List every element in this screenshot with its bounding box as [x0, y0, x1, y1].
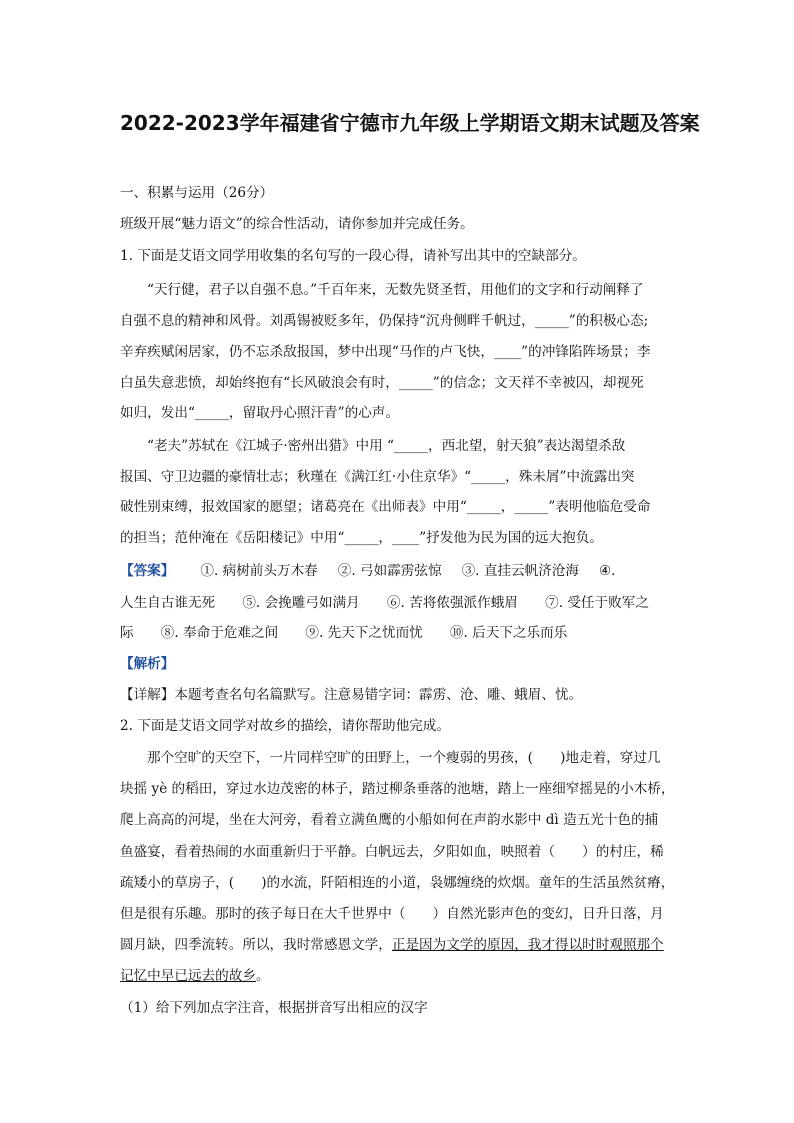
q1-paragraph-line: “天行健，君子以自强不息。”千百年来，无数先贤圣哲，用他们的文字和行动阐释了 — [147, 282, 644, 298]
section-heading: 一、积累与运用（26分） — [120, 185, 274, 201]
q1-paragraph-line: 自强不息的精神和风骨。刘禹锡被贬多年，仍保持“沉舟侧畔千帆过，_____”的积极心态; — [120, 313, 649, 329]
sub-question-1: （1）给下列加点字注音，根据拼音写出相应的汉字 — [120, 1000, 428, 1016]
q2-paragraph-line: 块摇 yè 的稻田，穿过水边茂密的林子，踏过柳条垂落的池塘，踏上一座细窄摇晃的小木桥， — [120, 781, 675, 797]
q1-paragraph-line: 报国、守卫边疆的豪情壮志；秋瑾在《满江红·小住京华》“_____，殊未屑”中流露出突 — [120, 469, 635, 485]
q2-paragraph-line — [120, 935, 680, 955]
q2-paragraph-line: 但是很有乐趣。那时的孩子每日在大千世界中（ ）自然光影声色的变幻，日升日落，月 — [120, 906, 664, 922]
q1-paragraph-line: 的担当；范仲淹在《岳阳楼记》中用“_____，____”抒发他为民为国的远大抱负。 — [120, 530, 603, 546]
q1-paragraph-line: 破性别束缚，报效国家的愿望；诸葛亮在《出师表》中用“_____，_____”表明他临危受命 — [120, 499, 651, 515]
answer-item: ②. 弓如霹雳弦惊 — [337, 563, 442, 579]
q1-paragraph-line: “老夫”苏轼在《江城子·密州出猎》中用 “_____，西北望，射天狼”表达渴望杀敌 — [147, 438, 626, 454]
q1-paragraph-line: 如归，发出“_____，留取丹心照汗青”的心声。 — [120, 405, 399, 421]
answer-item: ④. — [599, 563, 616, 579]
q2-paragraph-line: 疏矮小的草房子，( )的水流，阡陌相连的小道，袅娜缠绕的炊烟。童年的生活虽然贫瘠， — [120, 875, 675, 891]
q2-paragraph-line — [120, 966, 680, 986]
q2-line-tail: 。 — [255, 968, 270, 984]
underlined-sentence: 正是因为文学的原因，我才得以时时观照那个 — [391, 937, 664, 953]
answer-line: 际 ⑧. 奉命于危难之间 ⑨. 先天下之忧而忧 ⑩. 后天下之乐而乐 — [120, 625, 568, 641]
question-2-stem: 2. 下面是艾语文同学对故乡的描绘，请你帮助他完成。 — [120, 718, 450, 734]
answer-line: 人生自古谁无死 ⑤. 会挽雕弓如满月 ⑥. 苦将侬强派作蛾眉 ⑦. 受任于败军之 — [120, 595, 649, 611]
answer-label: 【答案】 — [120, 563, 175, 579]
answer-row — [120, 561, 680, 581]
q2-paragraph-line: 爬上高高的河堤，坐在大河旁，看着立满鱼鹰的小船如何在声韵水影中 dì 造五光十色的捕 — [120, 812, 659, 828]
analysis-label: 【解析】 — [120, 656, 175, 672]
q2-paragraph-line: 那个空旷的天空下，一片同样空旷的田野上，一个瘦弱的男孩，( )地走着，穿过几 — [147, 750, 661, 766]
q1-paragraph-line: 白虽失意悲愤，却始终抱有“长风破浪会有时，_____”的信念；文天祥不幸被囚，却视死 — [120, 375, 644, 391]
answer-item: ①. 病树前头万木春 — [200, 563, 318, 579]
q1-paragraph-line: 辛弃疾赋闲居家，仍不忘杀敌报国，梦中出现“马作的卢飞快，____”的冲锋陷阵场景；李 — [120, 344, 651, 360]
document-title: 2022-2023学年福建省宁德市九年级上学期语文期末试题及答案 — [120, 111, 700, 135]
answer-item: ③. 直挂云帆济沧海 — [461, 563, 579, 579]
underlined-sentence: 记忆中早已远去的故乡 — [120, 968, 256, 984]
activity-intro: 班级开展“魅力语文”的综合性活动，请你参加并完成任务。 — [120, 216, 474, 232]
detail-text: 【详解】本题考查名句名篇默写。注意易错字词：霹雳、沧、雕、蛾眉、忧。 — [120, 687, 583, 703]
q2-line-text: 圆月缺，四季流转。所以，我时常感恩文学， — [120, 937, 392, 953]
question-1-stem: 1. 下面是艾语文同学用收集的名句写的一段心得，请补写出其中的空缺部分。 — [120, 248, 586, 264]
q2-paragraph-line: 鱼盛宴，看着热闹的水面重新归于平静。白帆远去，夕阳如血，映照着（ ）的村庄，稀 — [120, 844, 664, 860]
